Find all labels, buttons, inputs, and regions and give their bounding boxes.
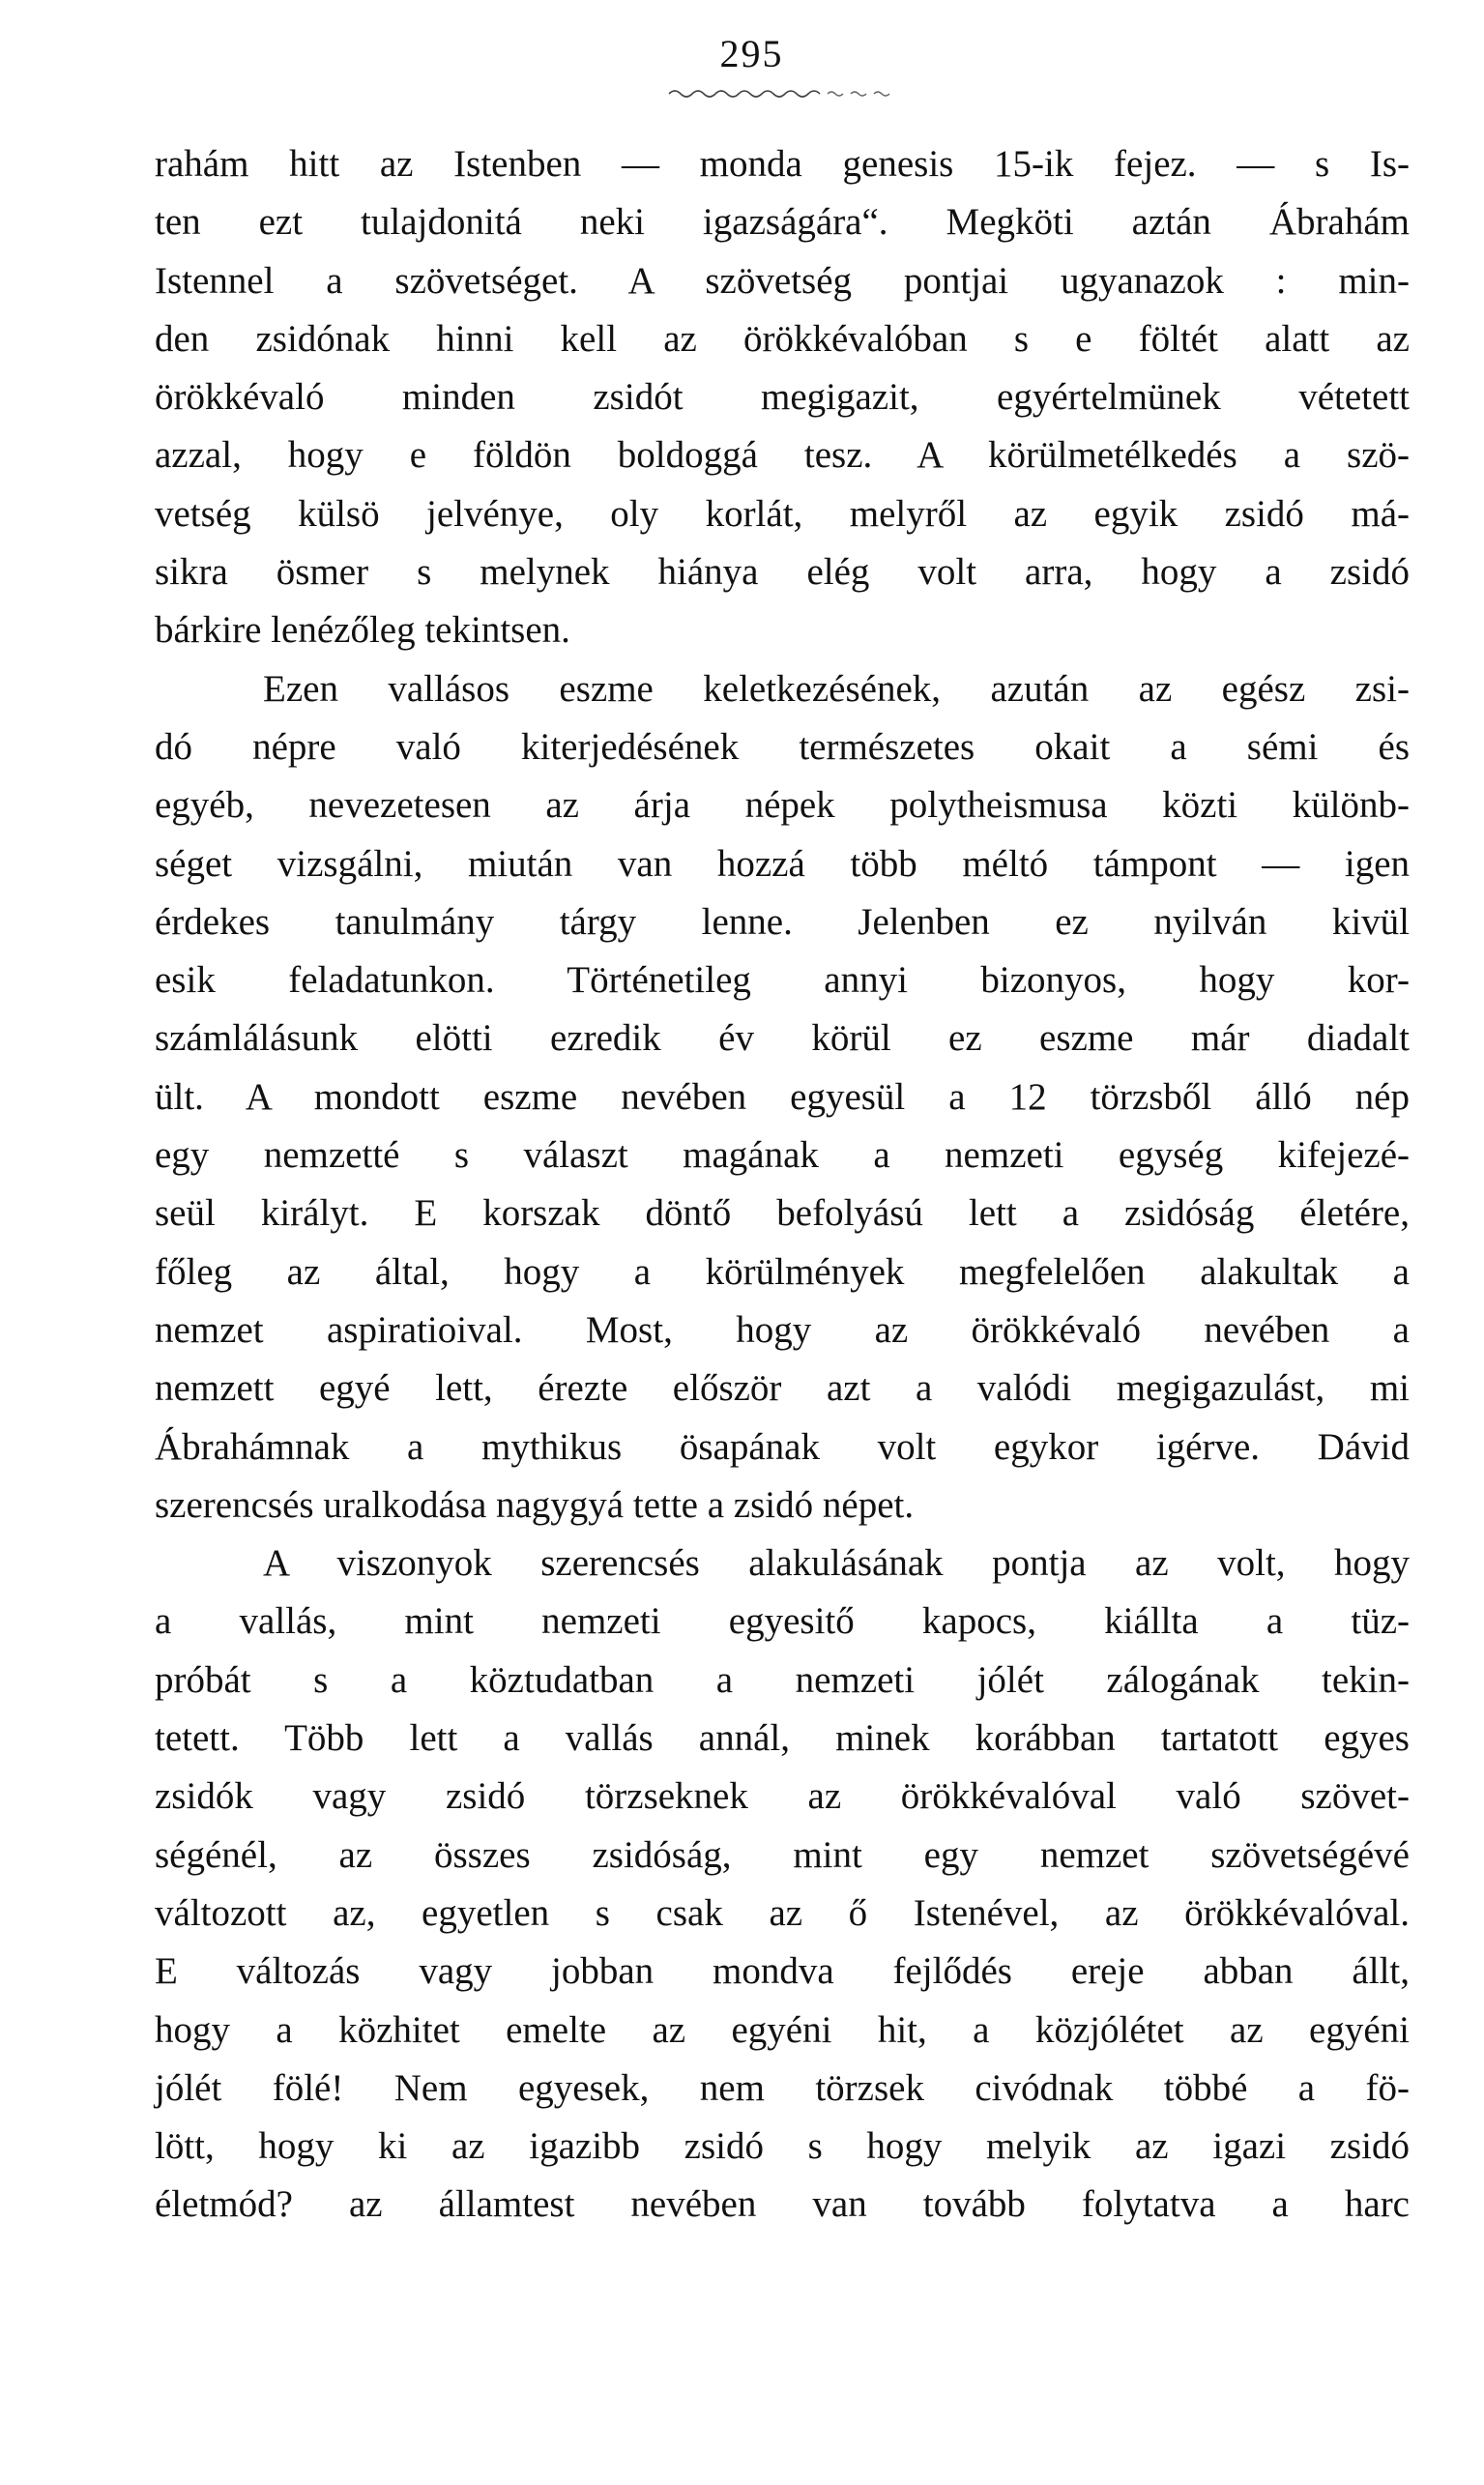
text-line: dó népre való kiterjedésének természetes okait a sémi és — [155, 725, 1410, 768]
page-number: 295 — [719, 32, 784, 75]
text-line: vetség külsö jelvénye, oly korlát, melyről az egyik zsidó má- — [155, 492, 1410, 535]
text-line: lött, hogy ki az igazibb zsidó s hogy melyik az igazi zsidó — [155, 2125, 1410, 2168]
text-line: próbát s a köztudatban a nemzeti jólét zálogának tekin- — [155, 1658, 1410, 1701]
body-text — [155, 135, 1410, 2235]
text-line: ült. A mondott eszme nevében egyesül a 12 törzsből álló nép — [155, 1075, 1410, 1118]
text-line: E változás vagy jobban mondva fejlődés ereje abban állt, — [155, 1950, 1410, 1993]
paragraph-first-line: A viszonyok szerencsés alakulásának pontja az volt, hogy — [263, 1542, 1410, 1585]
text-line: nemzett egyé lett, érezte először azt a valódi megigazulást, mi — [155, 1367, 1410, 1410]
text-line: Istennel a szövetséget. A szövetség pontjai ugyanazok : min- — [155, 259, 1410, 302]
text-line: a vallás, mint nemzeti egyesitő kapocs, kiállta a tüz- — [155, 1600, 1410, 1643]
text-line: életmód? az államtest nevében van tovább folytatva a harc — [155, 2183, 1410, 2226]
text-line: érdekes tanulmány tárgy lenne. Jelenben ez nyilván kivül — [155, 900, 1410, 943]
text-line: ten ezt tulajdonitá neki igazságára“. Megköti aztán Ábrahám — [155, 201, 1410, 244]
text-line: bárkire lenézőleg tekintsen. — [155, 609, 570, 652]
page-number-ornament — [667, 85, 899, 102]
text-line: egyéb, nevezetesen az árja népek polytheismusa közti különb- — [155, 784, 1410, 827]
text-line: hogy a közhitet emelte az egyéni hit, a közjólétet az egyéni — [155, 2008, 1410, 2051]
text-line: tetett. Több lett a vallás annál, minek korábban tartatott egyes — [155, 1717, 1410, 1760]
text-line: sikra ösmer s melynek hiánya elég volt arra, hogy a zsidó — [155, 551, 1410, 594]
text-line: seül királyt. E korszak döntő befolyású lett a zsidóság életére, — [155, 1192, 1410, 1235]
text-line: örökkévaló minden zsidót megigazit, egyértelmünek vétetett — [155, 376, 1410, 419]
text-line: zsidók vagy zsidó törzseknek az örökkévalóval való szövet- — [155, 1775, 1410, 1818]
text-line: ségénél, az összes zsidóság, mint egy nemzet szövetségévé — [155, 1833, 1410, 1876]
text-line: szerencsés uralkodása nagygyá tette a zsidó népet. — [155, 1483, 915, 1526]
text-line: den zsidónak hinni kell az örökkévalóban s e föltét alatt az — [155, 317, 1410, 360]
text-line: rahám hitt az Istenben — monda genesis 15-ik fejez. — s Is- — [155, 143, 1410, 185]
text-line: nemzet aspiratioival. Most, hogy az örökkévaló nevében a — [155, 1308, 1410, 1351]
text-line: azzal, hogy e földön boldoggá tesz. A körülmetélkedés a szö- — [155, 434, 1410, 477]
text-line: főleg az által, hogy a körülmények megfelelően alakultak a — [155, 1250, 1410, 1293]
text-line: számlálásunk elötti ezredik év körül ez eszme már diadalt — [155, 1017, 1410, 1060]
text-line: változott az, egyetlen s csak az ő Istenével, az örökkévalóval. — [155, 1891, 1410, 1934]
text-line: jólét fölé! Nem egyesek, nem törzsek civódnak többé a fö- — [155, 2066, 1410, 2109]
text-line: séget vizsgálni, miután van hozzá több méltó támpont — igen — [155, 842, 1410, 885]
text-line: egy nemzetté s választ magának a nemzeti egység kifejezé- — [155, 1134, 1410, 1177]
paragraph-first-line: Ezen vallásos eszme keletkezésének, azután az egész zsi- — [263, 667, 1410, 710]
text-line: Ábrahámnak a mythikus ösapának volt egykor igérve. Dávid — [155, 1425, 1410, 1468]
text-line: esik feladatunkon. Történetileg annyi bizonyos, hogy kor- — [155, 959, 1410, 1002]
